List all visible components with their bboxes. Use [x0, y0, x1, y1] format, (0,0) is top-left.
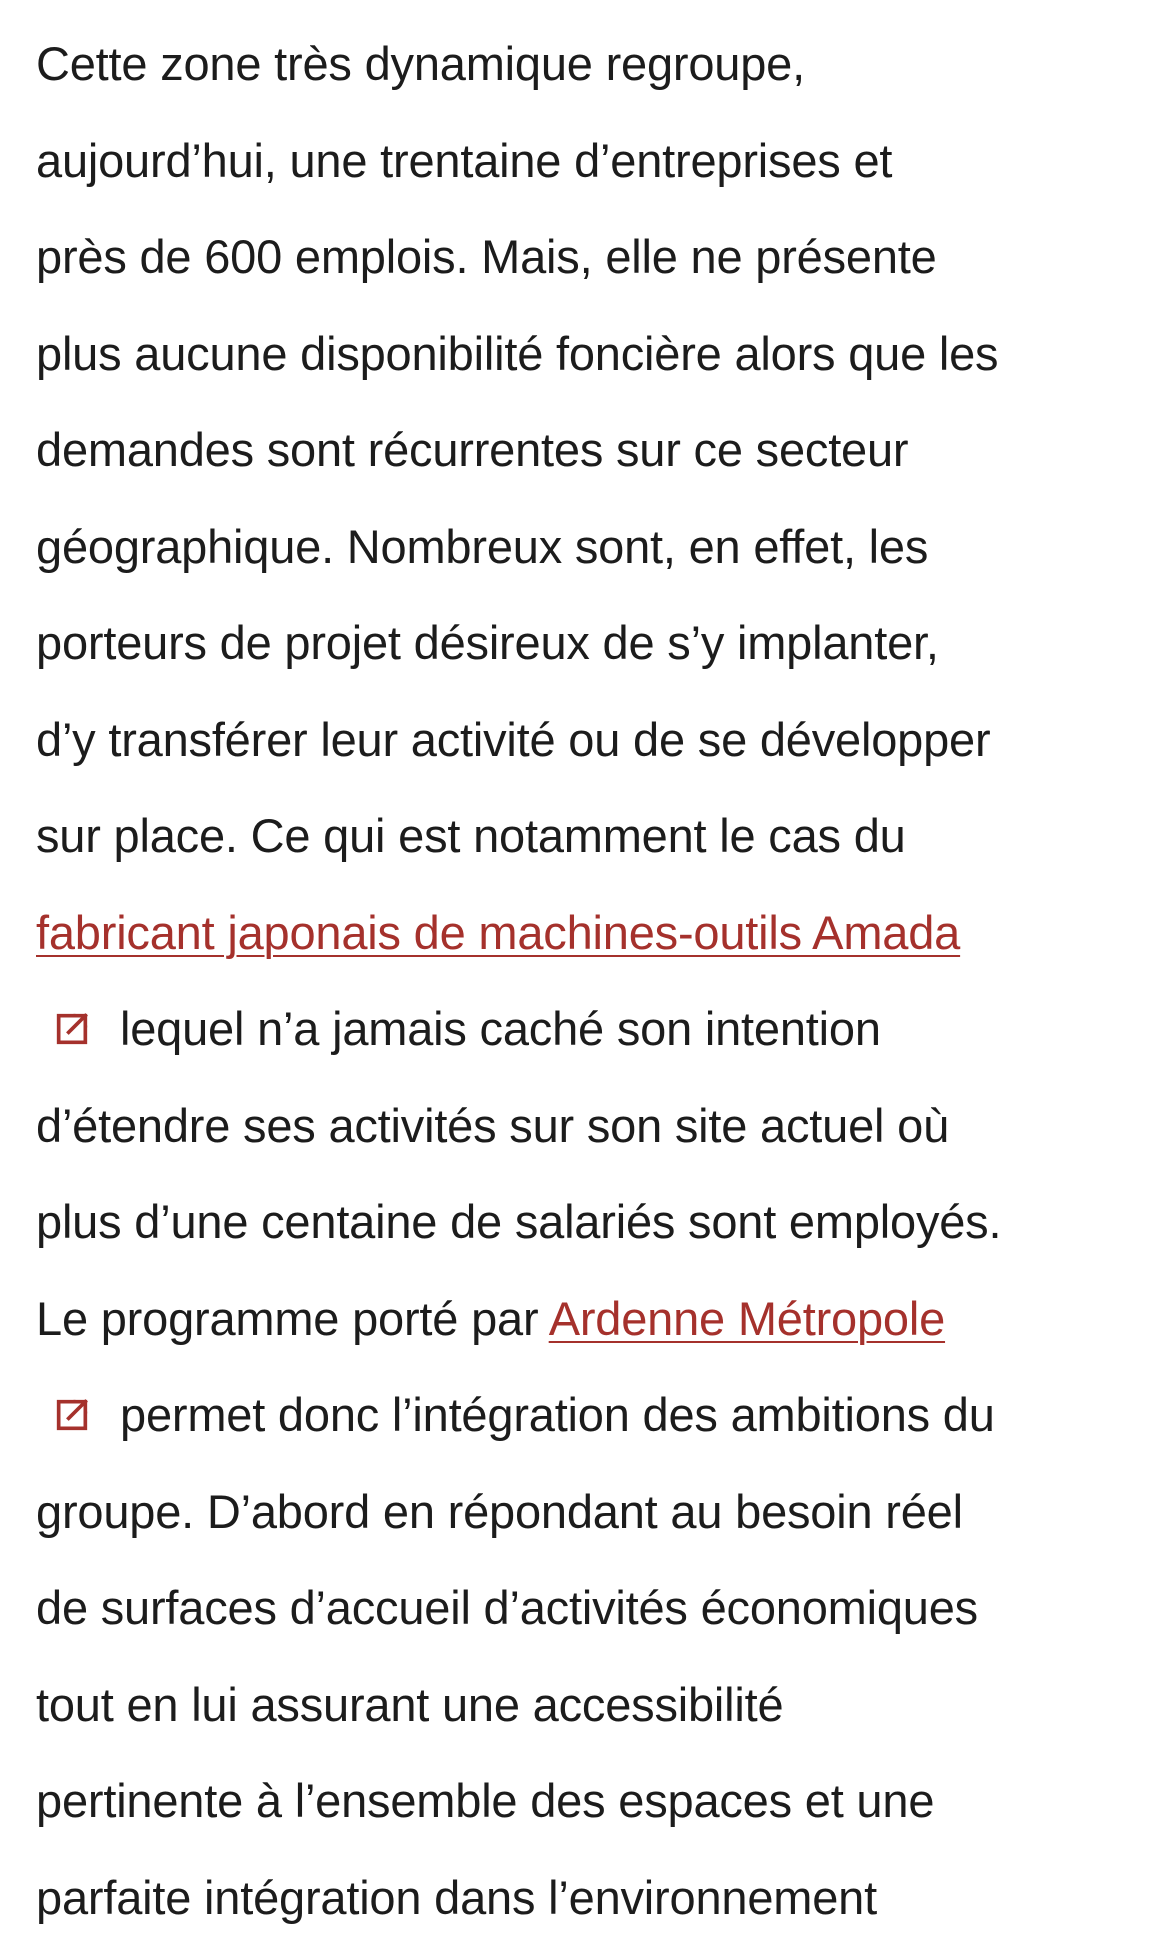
text-line-content: lequel n’a jamais caché son intention [120, 1002, 881, 1055]
text-line: d’y transférer leur activité ou de se développer [36, 692, 1146, 789]
text-line: sur place. Ce qui est notamment le cas du [36, 788, 1146, 885]
text-line [36, 1271, 1146, 1368]
text-line-content: Le programme porté par [36, 1292, 549, 1345]
text-line: demandes sont récurrentes sur ce secteur [36, 402, 1146, 499]
text-line [36, 885, 1146, 982]
text-line: Cette zone très dynamique regroupe, [36, 16, 1146, 113]
text-line: plus d’une centaine de salariés sont employés. [36, 1174, 1146, 1271]
article-body [36, 16, 1146, 1946]
external-link-icon[interactable] [52, 1009, 92, 1049]
text-line: tout en lui assurant une accessibilité [36, 1657, 1146, 1754]
text-line: porteurs de projet désireux de s’y implanter, [36, 595, 1146, 692]
text-line-content: permet donc l’intégration des ambitions du [120, 1388, 995, 1441]
text-line: aujourd’hui, une trentaine d’entreprises et [36, 113, 1146, 210]
text-line: parfaite intégration dans l’environnement [36, 1850, 1146, 1946]
text-line: d’étendre ses activités sur son site actuel où [36, 1078, 1146, 1175]
text-line: pertinente à l’ensemble des espaces et une [36, 1753, 1146, 1850]
text-line: près de 600 emplois. Mais, elle ne présente [36, 209, 1146, 306]
text-line: groupe. D’abord en répondant au besoin réel [36, 1464, 1146, 1561]
external-link-icon[interactable] [52, 1395, 92, 1435]
text-line: géographique. Nombreux sont, en effet, les [36, 499, 1146, 596]
text-line: plus aucune disponibilité foncière alors que les [36, 306, 1146, 403]
text-line: de surfaces d’accueil d’activités économiques [36, 1560, 1146, 1657]
text-line [36, 981, 1146, 1078]
article-paragraph [36, 16, 1146, 1946]
amada-link[interactable]: fabricant japonais de machines-outils Amada [36, 906, 960, 959]
text-line [36, 1367, 1146, 1464]
ardenne-metropole-link[interactable]: Ardenne Métropole [549, 1292, 945, 1345]
